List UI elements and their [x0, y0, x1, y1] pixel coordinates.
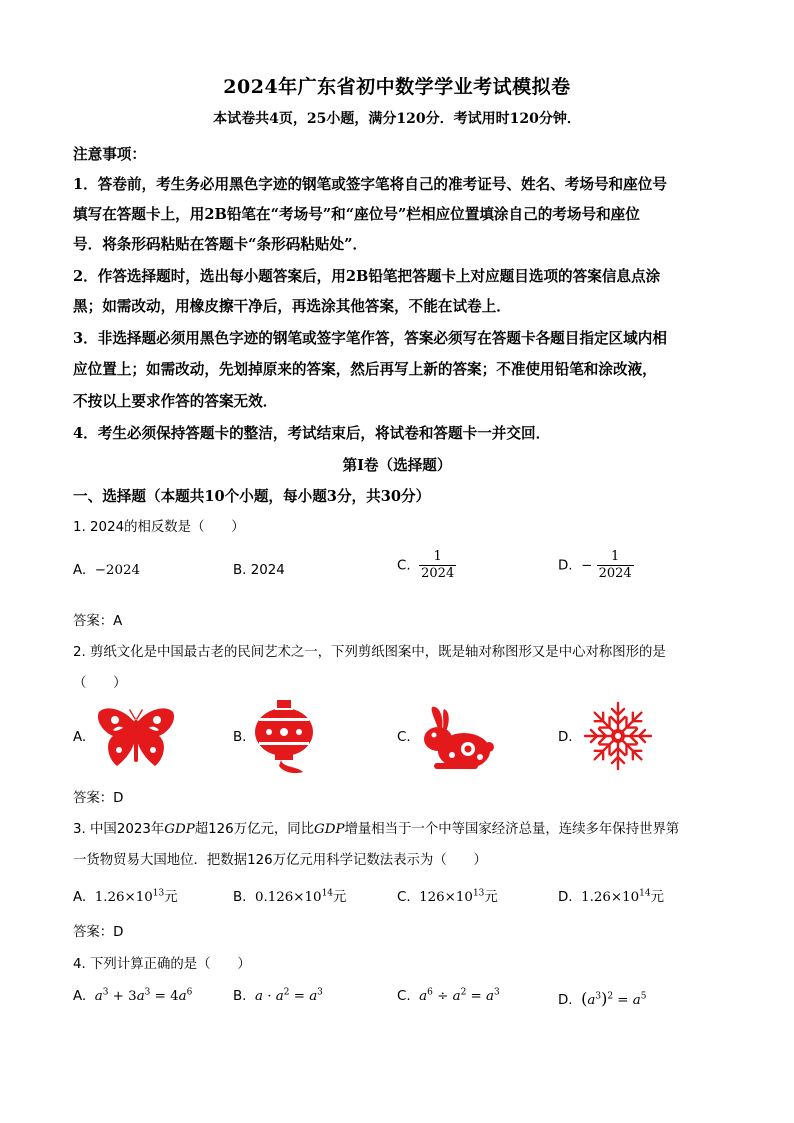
notes-line-7: 应位置上；如需改动，先划掉原来的答案，然后再写上新的答案；不准使用铅笔和涂改液， [73, 361, 657, 378]
unit: 元 [333, 890, 347, 905]
option-label: B. [233, 989, 247, 1004]
q3-stem-line2: 一货物贸易大国地位．把数据126万亿元用科学记数法表示为（ ） [73, 853, 487, 868]
notes-line-4: 2．作答选择题时，选出每小题答案后，用2B铅笔把答题卡上对应题目选项的答案信息点涂 [73, 268, 661, 285]
option-label: C. [397, 558, 411, 574]
q3-option-b [233, 886, 346, 905]
q1-stem: 1. 2024的相反数是（ ） [73, 520, 245, 535]
notes-line-8: 不按以上要求作答的答案无效． [73, 393, 278, 410]
q4-option-d [558, 989, 647, 1008]
option-label: C. [397, 890, 411, 905]
denominator: 2024 [421, 566, 455, 581]
notes-line-6: 3．非选择题必须用黑色字迹的钢笔或签字笔作答，答案必须写在答题卡各题目指定区域内相 [73, 330, 667, 347]
page-title: 2024年广东省初中数学学业考试模拟卷 [223, 76, 571, 98]
mantissa: 126×10 [419, 890, 473, 905]
notes-line-9: 4．考生必须保持答题卡的整洁，考试结束后，将试卷和答题卡一并交回． [73, 425, 551, 442]
page-subtitle: 本试卷共4页，25小题，满分120分．考试用时120分钟． [213, 111, 581, 127]
gdp-term: GDP [314, 822, 345, 837]
notes-line-5: 黑；如需改动，用橡皮擦干净后，再选涂其他答案，不能在试卷上． [73, 298, 511, 315]
fraction [419, 549, 456, 582]
exponent: 14 [639, 888, 651, 899]
q2-stem: 2. 剪纸文化是中国最古老的民间艺术之一，下列剪纸图案中，既是轴对称图形又是中心对称图形的是 [73, 645, 666, 660]
mantissa: 0.126×10 [254, 890, 322, 905]
rabbit-papercut-image [418, 703, 494, 773]
q4-option-c [397, 989, 500, 1004]
q3-option-c [397, 886, 498, 905]
unit: 元 [484, 890, 498, 905]
q2-answer: 答案：D [73, 791, 124, 806]
notes-heading: 注意事项： [73, 146, 146, 163]
q3-stem-part: 增量相当于一个中等国家经济总量，连续多年保持世界第 [344, 822, 680, 837]
q3-stem-part: 超126万亿元，同比 [194, 822, 315, 837]
q1-option-a [73, 563, 140, 578]
q3-answer: 答案：D [73, 925, 124, 940]
numerator: 1 [419, 549, 456, 566]
snowflake-papercut-image [582, 700, 654, 772]
exponent: 13 [472, 888, 485, 899]
q2-option-d: D. [558, 730, 573, 745]
option-label: D. [558, 993, 573, 1008]
lantern-papercut-image [253, 700, 315, 776]
q2-stem-cont: （ ） [73, 676, 127, 691]
unit: 元 [650, 890, 665, 905]
q1-option-b: B. 2024 [233, 563, 285, 578]
notes-line-1: 1．答卷前，考生务必用黑色字迹的钢笔或签字笔将自己的准考证号、姓名、考场号和座位号 [73, 176, 667, 193]
mantissa: 1.26×10 [94, 890, 153, 905]
option-label: A. [73, 890, 87, 905]
q4-expr-c: $a^6 \div a^2 = a^3$ [419, 987, 500, 1004]
part-heading: 一、选择题（本题共10个小题，每小题3分，共30分） [73, 488, 431, 505]
notes-line-2: 填写在答题卡上，用2B铅笔在“考场号”和“座位号”栏相应位置填涂自己的考场号和座位 [73, 206, 640, 223]
q4-option-a [73, 989, 192, 1004]
denominator: 2024 [598, 566, 632, 581]
q2-option-b: B. [233, 730, 247, 745]
q4-expr-d: $(a^3)^2 = a^5$ [581, 989, 647, 1008]
q2-option-c: C. [397, 730, 411, 745]
option-label: D. [558, 558, 573, 574]
option-label: A. [73, 989, 87, 1004]
option-value: −2024 [94, 563, 141, 578]
minus-sign: − [581, 558, 593, 574]
q1-option-c [397, 549, 456, 582]
fraction [597, 549, 634, 582]
q4-expr-b: $a \cdot a^2 = a^3$ [254, 987, 323, 1004]
q2-option-a: A. [73, 730, 87, 745]
notes-line-3: 号．将条形码粘贴在答题卡“条形码粘贴处”． [73, 236, 368, 253]
q4-stem: 4. 下列计算正确的是（ ） [73, 957, 251, 972]
q1-option-d [558, 549, 634, 582]
numerator: 1 [597, 549, 634, 566]
volume-heading: 第Ⅰ卷（选择题） [342, 457, 452, 474]
option-label: A. [73, 563, 87, 578]
q3-option-a [73, 886, 178, 905]
exponent: 14 [321, 888, 334, 899]
option-label: B. [233, 890, 247, 905]
q1-answer: 答案：A [73, 614, 123, 629]
butterfly-papercut-image [93, 706, 179, 774]
option-label: D. [558, 890, 573, 905]
unit: 元 [164, 890, 178, 905]
q4-expr-a: $a^3 + 3a^3 = 4a^6$ [94, 987, 193, 1004]
option-label: C. [397, 989, 411, 1004]
q3-stem-part: 3. 中国2023年 [73, 822, 165, 837]
q4-option-b [233, 989, 323, 1004]
gdp-term: GDP [164, 822, 195, 837]
exponent: 13 [152, 888, 165, 899]
q3-stem [73, 818, 679, 837]
q3-option-d [558, 886, 664, 905]
mantissa: 1.26×10 [581, 890, 640, 905]
